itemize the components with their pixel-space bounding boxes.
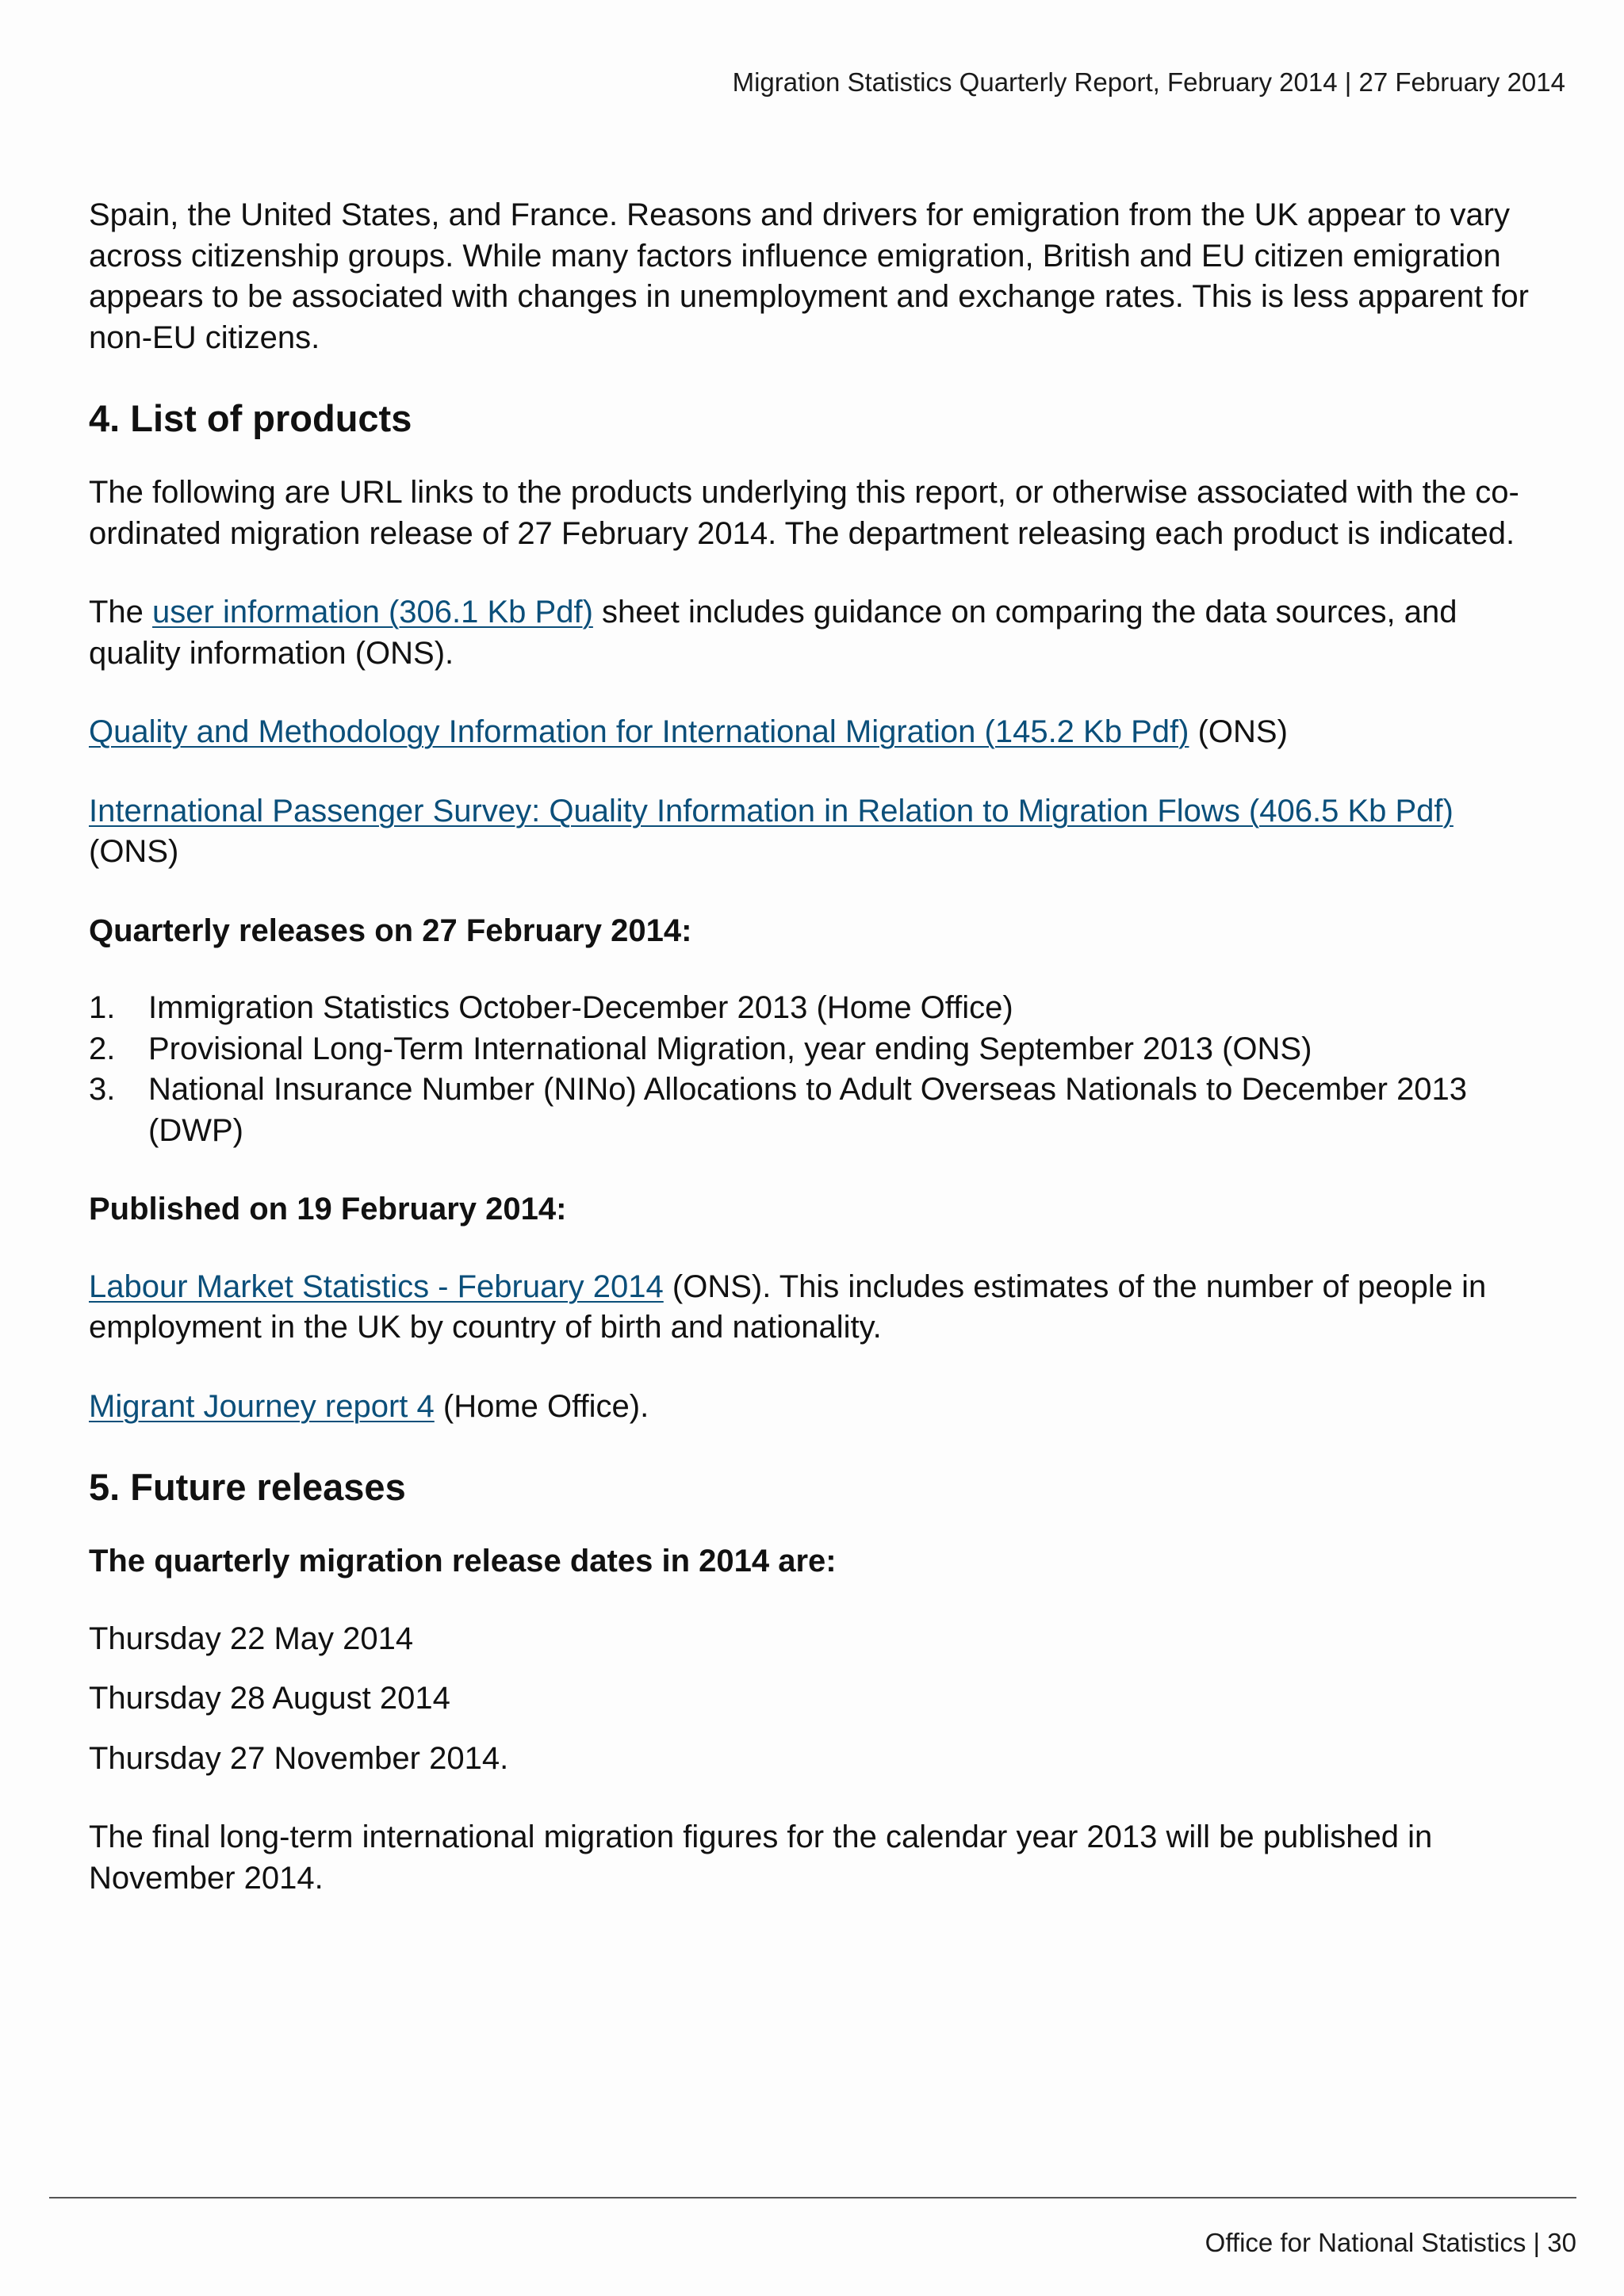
final-note: The final long-term international migration figures for the calendar year 2013 will be published in November 2014. [89, 1820, 1433, 1896]
migrant-journey-paragraph [89, 1387, 1548, 1428]
migrant-journey-link[interactable]: Migrant Journey report 4 [89, 1388, 435, 1424]
release-dates [89, 1619, 1548, 1780]
ips-after: (ONS) [89, 834, 179, 869]
quarterly-releases-heading: Quarterly releases on 27 February 2014: [89, 913, 692, 948]
user-information-link[interactable]: user information (306.1 Kb Pdf) [152, 595, 593, 629]
footer-page-label: Office for National Statistics | 30 [1205, 2228, 1576, 2257]
published-heading: Published on 19 February 2014: [89, 1192, 567, 1226]
list-item-text: National Insurance Number (NINo) Allocations to Adult Overseas Nationals to December 2013 (DWP) [148, 1072, 1468, 1148]
list-item [89, 1029, 1548, 1070]
labour-market-link[interactable]: Labour Market Statistics - February 2014 [89, 1269, 664, 1304]
release-date: Thursday 27 November 2014. [89, 1740, 509, 1776]
qmi-after: (ONS) [1189, 714, 1288, 749]
user-info-before: The [89, 595, 153, 629]
labour-market-paragraph [89, 1267, 1548, 1349]
release-date: Thursday 22 May 2014 [89, 1621, 414, 1656]
list-item-text: Provisional Long-Term International Migration, year ending September 2013 (ONS) [148, 1031, 1312, 1066]
quality-methodology-link[interactable]: Quality and Methodology Information for International Migration (145.2 Kb Pdf) [89, 714, 1189, 749]
list-item-text: Immigration Statistics October-December 2013 (Home Office) [148, 990, 1013, 1025]
user-info-after: sheet includes guidance on comparing the data sources, and quality information (ONS). [89, 595, 1457, 671]
section-5-heading: 5. Future releases [89, 1466, 406, 1508]
list-item-number: 1. [89, 990, 116, 1025]
release-date: Thursday 28 August 2014 [89, 1681, 450, 1716]
list-item-number: 2. [89, 1031, 116, 1066]
migrant-journey-after: (Home Office). [434, 1388, 649, 1424]
intro-paragraph: Spain, the United States, and France. Reasons and drivers for emigration from the UK appear to vary across citizenship groups. While many factors influence emigration, British and EU citizen emigration appears to be associated with changes in unemployment and exchange rates. This is less apparent for non-EU citizens. [89, 197, 1529, 355]
footer-divider [49, 2197, 1576, 2198]
running-header: Migration Statistics Quarterly Report, February 2014 | 27 February 2014 [732, 67, 1565, 97]
ips-paragraph [89, 791, 1548, 873]
ips-quality-link[interactable]: International Passenger Survey: Quality Information in Relation to Migration Flows (406.5 Kb Pdf) [89, 793, 1454, 828]
user-info-paragraph [89, 592, 1548, 674]
list-item [89, 1070, 1548, 1151]
release-dates-heading: The quarterly migration release dates in 2014 are: [89, 1544, 837, 1578]
list-item-number: 3. [89, 1072, 116, 1107]
quarterly-releases-list [89, 988, 1548, 1151]
page-content [89, 195, 1548, 1937]
section-4-heading: 4. List of products [89, 397, 412, 439]
labour-market-after: (ONS). This includes estimates of the number of people in employment in the UK by country of birth and nationality. [89, 1269, 1487, 1345]
qmi-paragraph [89, 712, 1548, 753]
list-item [89, 988, 1548, 1029]
section-4-intro: The following are URL links to the products underlying this report, or otherwise associated with the co-ordinated migration release of 27 February 2014. The department releasing each product is indicated. [89, 475, 1519, 551]
